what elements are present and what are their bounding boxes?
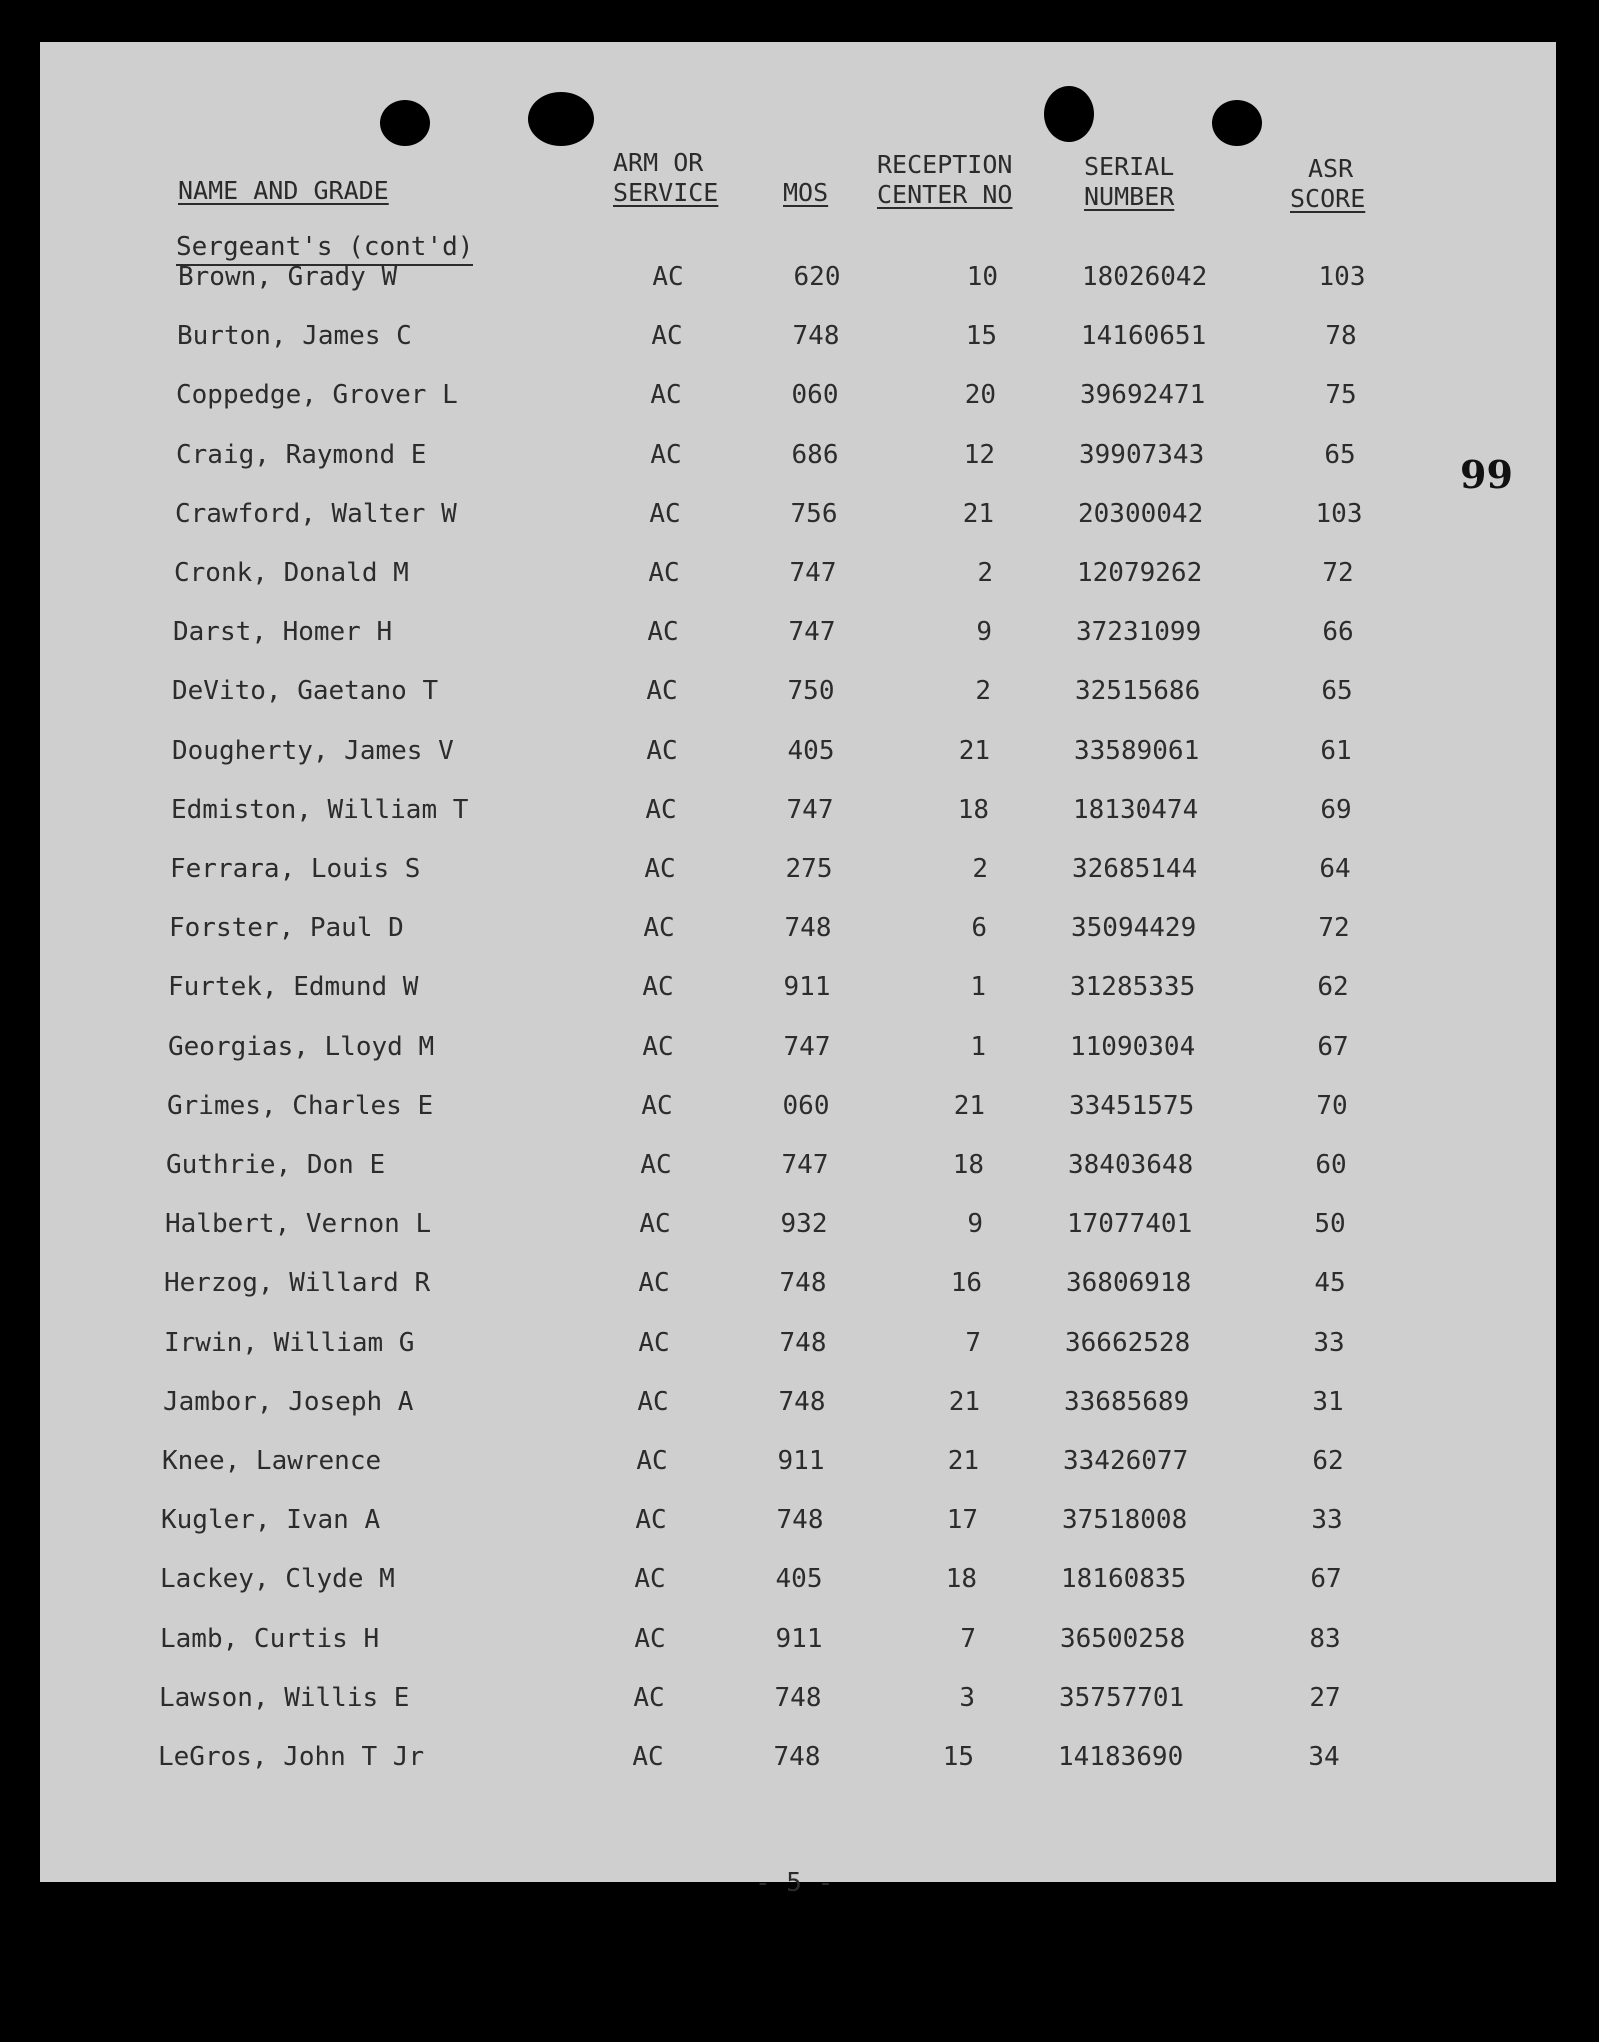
cell-asr: 61 xyxy=(1320,735,1352,766)
cell-serial: 37518008 xyxy=(1062,1505,1188,1536)
cell-name: Burton, James C xyxy=(177,321,412,352)
cell-mos: 747 xyxy=(786,794,834,825)
cell-asr: 34 xyxy=(1308,1742,1340,1772)
table-row xyxy=(40,1209,1556,1249)
punch-hole xyxy=(380,100,430,146)
table-row xyxy=(40,1683,1556,1723)
cell-mos: 405 xyxy=(787,735,835,766)
cell-name: Lackey, Clyde M xyxy=(160,1564,395,1595)
cell-name: Guthrie, Don E xyxy=(166,1150,386,1180)
cell-mos: 750 xyxy=(787,676,835,707)
cell-arm: AC xyxy=(634,1564,666,1595)
cell-mos: 911 xyxy=(775,1623,823,1654)
cell-serial: 14183690 xyxy=(1058,1742,1184,1772)
table-row xyxy=(40,1387,1556,1427)
cell-mos: 686 xyxy=(791,439,839,470)
cell-arm: AC xyxy=(642,972,674,1003)
cell-arm: AC xyxy=(632,1742,664,1772)
cell-asr: 66 xyxy=(1322,617,1354,648)
table-row xyxy=(40,1032,1556,1072)
cell-serial: 20300042 xyxy=(1078,498,1204,529)
cell-name: Knee, Lawrence xyxy=(162,1446,382,1476)
cell-asr: 67 xyxy=(1310,1564,1342,1595)
cell-arm: AC xyxy=(638,1268,670,1299)
cell-asr: 50 xyxy=(1314,1209,1346,1240)
cell-mos: 747 xyxy=(783,1031,831,1062)
cell-rec: 21 xyxy=(947,1446,979,1476)
header-reception-line2: CENTER NO xyxy=(877,180,1013,209)
cell-asr: 62 xyxy=(1312,1446,1344,1476)
cell-mos: 747 xyxy=(789,558,837,588)
cell-arm: AC xyxy=(639,1209,671,1240)
cell-serial: 33589061 xyxy=(1074,735,1200,766)
cell-asr: 65 xyxy=(1321,676,1353,707)
cell-arm: AC xyxy=(646,676,678,707)
cell-arm: AC xyxy=(644,854,676,884)
cell-rec: 18 xyxy=(945,1564,977,1595)
cell-arm: AC xyxy=(646,735,678,766)
table-row xyxy=(40,558,1556,598)
cell-rec: 18 xyxy=(957,794,989,825)
cell-arm: AC xyxy=(645,794,677,825)
cell-name: Kugler, Ivan A xyxy=(161,1505,381,1536)
table-row xyxy=(40,499,1556,539)
cell-name: Herzog, Willard R xyxy=(164,1268,431,1299)
cell-name: Irwin, William G xyxy=(164,1327,415,1358)
cell-mos: 748 xyxy=(784,913,832,944)
cell-name: Coppedge, Grover L xyxy=(176,380,458,411)
cell-mos: 060 xyxy=(782,1090,830,1121)
cell-name: Georgias, Lloyd M xyxy=(168,1031,435,1062)
cell-serial: 17077401 xyxy=(1067,1209,1193,1240)
cell-arm: AC xyxy=(637,1386,669,1417)
table-row xyxy=(40,321,1556,361)
cell-name: Edmiston, William T xyxy=(171,794,469,825)
cell-arm: AC xyxy=(634,1623,666,1654)
cell-rec: 18 xyxy=(952,1150,984,1180)
cell-mos: 405 xyxy=(775,1564,823,1595)
margin-number: 99 xyxy=(1460,452,1513,497)
header-mos: MOS xyxy=(783,178,829,207)
cell-name: Furtek, Edmund W xyxy=(168,972,419,1003)
cell-asr: 75 xyxy=(1325,380,1357,411)
cell-arm: AC xyxy=(638,1327,670,1358)
cell-asr: 31 xyxy=(1312,1386,1344,1417)
cell-serial: 18160835 xyxy=(1061,1564,1187,1595)
cell-serial: 32685144 xyxy=(1072,854,1198,884)
header-asr-line2: SCORE xyxy=(1290,184,1366,213)
cell-serial: 18130474 xyxy=(1073,794,1199,825)
table-row xyxy=(40,380,1556,420)
cell-arm: AC xyxy=(635,1505,667,1536)
cell-arm: AC xyxy=(649,498,681,529)
cell-arm: AC xyxy=(636,1446,668,1476)
cell-serial: 35757701 xyxy=(1059,1682,1185,1713)
cell-mos: 748 xyxy=(779,1327,827,1358)
cell-asr: 69 xyxy=(1320,794,1352,825)
cell-name: Jambor, Joseph A xyxy=(163,1386,414,1417)
cell-serial: 11090304 xyxy=(1070,1031,1196,1062)
table-row xyxy=(40,913,1556,953)
cell-rec: 9 xyxy=(967,1209,983,1240)
cell-rec: 2 xyxy=(972,854,988,884)
cell-mos: 748 xyxy=(776,1505,824,1536)
table-row xyxy=(40,795,1556,835)
cell-mos: 275 xyxy=(785,854,833,884)
cell-serial: 32515686 xyxy=(1075,676,1201,707)
cell-arm: AC xyxy=(633,1682,665,1713)
table-row xyxy=(40,617,1556,657)
cell-name: Grimes, Charles E xyxy=(167,1090,434,1121)
cell-serial: 37231099 xyxy=(1076,617,1202,648)
cell-rec: 17 xyxy=(946,1505,978,1536)
punch-hole xyxy=(528,92,594,146)
cell-asr: 33 xyxy=(1311,1505,1343,1536)
cell-asr: 65 xyxy=(1324,439,1356,470)
cell-name: Dougherty, James V xyxy=(172,735,454,766)
cell-name: Darst, Homer H xyxy=(173,617,393,648)
cell-name: Cronk, Donald M xyxy=(174,558,409,588)
cell-rec: 21 xyxy=(953,1090,985,1121)
cell-rec: 6 xyxy=(971,913,987,944)
header-arm-line1: ARM OR xyxy=(613,148,704,177)
table-row xyxy=(40,736,1556,776)
cell-name: Lawson, Willis E xyxy=(159,1682,410,1713)
cell-mos: 620 xyxy=(793,262,841,292)
punch-hole xyxy=(1212,100,1262,146)
cell-name: Brown, Grady W xyxy=(178,262,398,292)
table-row xyxy=(40,1624,1556,1664)
cell-asr: 78 xyxy=(1325,321,1357,352)
cell-name: Crawford, Walter W xyxy=(175,498,457,529)
header-asr-line1: ASR xyxy=(1308,154,1354,183)
cell-name: Ferrara, Louis S xyxy=(170,854,421,884)
header-serial-line2: NUMBER xyxy=(1084,182,1175,211)
cell-mos: 748 xyxy=(778,1386,826,1417)
table-row xyxy=(40,676,1556,716)
table-row xyxy=(40,854,1556,894)
cell-arm: AC xyxy=(650,439,682,470)
cell-arm: AC xyxy=(647,617,679,648)
cell-asr: 103 xyxy=(1315,498,1363,529)
table-row xyxy=(40,1268,1556,1308)
cell-serial: 36806918 xyxy=(1066,1268,1192,1299)
cell-rec: 3 xyxy=(959,1682,975,1713)
header-name-grade: NAME AND GRADE xyxy=(178,176,389,205)
cell-serial: 38403648 xyxy=(1068,1150,1194,1180)
cell-serial: 36500258 xyxy=(1060,1623,1186,1654)
cell-arm: AC xyxy=(642,1031,674,1062)
cell-asr: 72 xyxy=(1318,913,1350,944)
punch-hole xyxy=(1044,86,1094,142)
cell-mos: 756 xyxy=(790,498,838,529)
cell-serial: 12079262 xyxy=(1077,558,1203,588)
cell-serial: 33685689 xyxy=(1064,1386,1190,1417)
cell-mos: 748 xyxy=(792,321,840,352)
cell-rec: 2 xyxy=(977,558,993,588)
cell-rec: 10 xyxy=(966,262,998,292)
cell-rec: 9 xyxy=(976,617,992,648)
cell-mos: 911 xyxy=(783,972,831,1003)
table-row xyxy=(40,1564,1556,1604)
cell-name: Halbert, Vernon L xyxy=(165,1209,432,1240)
table-row xyxy=(40,1328,1556,1368)
cell-rec: 20 xyxy=(964,380,996,411)
cell-mos: 748 xyxy=(774,1682,822,1713)
cell-asr: 72 xyxy=(1322,558,1354,588)
cell-serial: 33426077 xyxy=(1063,1446,1189,1476)
cell-serial: 14160651 xyxy=(1081,321,1207,352)
table-row xyxy=(40,440,1556,480)
cell-rec: 21 xyxy=(958,735,990,766)
cell-asr: 60 xyxy=(1315,1150,1347,1180)
table-row xyxy=(40,1505,1556,1545)
cell-mos: 060 xyxy=(791,380,839,411)
cell-rec: 12 xyxy=(963,439,995,470)
table-row xyxy=(40,1091,1556,1131)
cell-rec: 2 xyxy=(975,676,991,707)
cell-asr: 62 xyxy=(1317,972,1349,1003)
cell-rec: 21 xyxy=(948,1386,980,1417)
cell-asr: 64 xyxy=(1319,854,1351,884)
cell-rec: 21 xyxy=(962,498,994,529)
header-serial-line1: SERIAL xyxy=(1084,152,1175,181)
cell-asr: 67 xyxy=(1317,1031,1349,1062)
table-row xyxy=(40,972,1556,1012)
cell-serial: 33451575 xyxy=(1069,1090,1195,1121)
cell-mos: 747 xyxy=(781,1150,829,1180)
cell-mos: 932 xyxy=(780,1209,828,1240)
cell-rec: 1 xyxy=(970,1031,986,1062)
cell-rec: 7 xyxy=(965,1327,981,1358)
cell-asr: 103 xyxy=(1318,262,1366,292)
cell-serial: 36662528 xyxy=(1065,1327,1191,1358)
cell-mos: 747 xyxy=(788,617,836,648)
cell-asr: 83 xyxy=(1309,1623,1341,1654)
cell-mos: 911 xyxy=(777,1446,825,1476)
cell-rec: 15 xyxy=(965,321,997,352)
cell-asr: 45 xyxy=(1314,1268,1346,1299)
cell-name: Craig, Raymond E xyxy=(176,439,427,470)
header-arm-line2: SERVICE xyxy=(613,178,719,207)
cell-asr: 70 xyxy=(1316,1090,1348,1121)
cell-name: LeGros, John T Jr xyxy=(158,1742,425,1772)
table-row xyxy=(40,1150,1556,1190)
header-reception-line1: RECEPTION xyxy=(877,150,1013,179)
cell-arm: AC xyxy=(652,262,684,292)
cell-serial: 31285335 xyxy=(1070,972,1196,1003)
cell-arm: AC xyxy=(641,1090,673,1121)
cell-arm: AC xyxy=(643,913,675,944)
cell-arm: AC xyxy=(650,380,682,411)
cell-asr: 33 xyxy=(1313,1327,1345,1358)
page-number: - 5 - xyxy=(755,1868,834,1898)
cell-serial: 39907343 xyxy=(1079,439,1205,470)
table-row xyxy=(40,262,1556,302)
cell-asr: 27 xyxy=(1309,1682,1341,1713)
cell-arm: AC xyxy=(640,1150,672,1180)
cell-arm: AC xyxy=(648,558,680,588)
section-label: Sergeant's (cont'd) xyxy=(176,232,473,266)
table-row xyxy=(40,1742,1556,1782)
cell-name: DeVito, Gaetano T xyxy=(172,676,439,707)
cell-serial: 18026042 xyxy=(1082,262,1208,292)
cell-rec: 16 xyxy=(950,1268,982,1299)
cell-rec: 1 xyxy=(970,972,986,1003)
cell-rec: 15 xyxy=(942,1742,974,1772)
table-row xyxy=(40,1446,1556,1486)
cell-mos: 748 xyxy=(773,1742,821,1772)
cell-name: Forster, Paul D xyxy=(169,913,404,944)
cell-mos: 748 xyxy=(779,1268,827,1299)
cell-serial: 35094429 xyxy=(1071,913,1197,944)
cell-arm: AC xyxy=(651,321,683,352)
document-page xyxy=(40,42,1556,1898)
cell-name: Lamb, Curtis H xyxy=(160,1623,380,1654)
cell-rec: 7 xyxy=(960,1623,976,1654)
cell-serial: 39692471 xyxy=(1080,380,1206,411)
